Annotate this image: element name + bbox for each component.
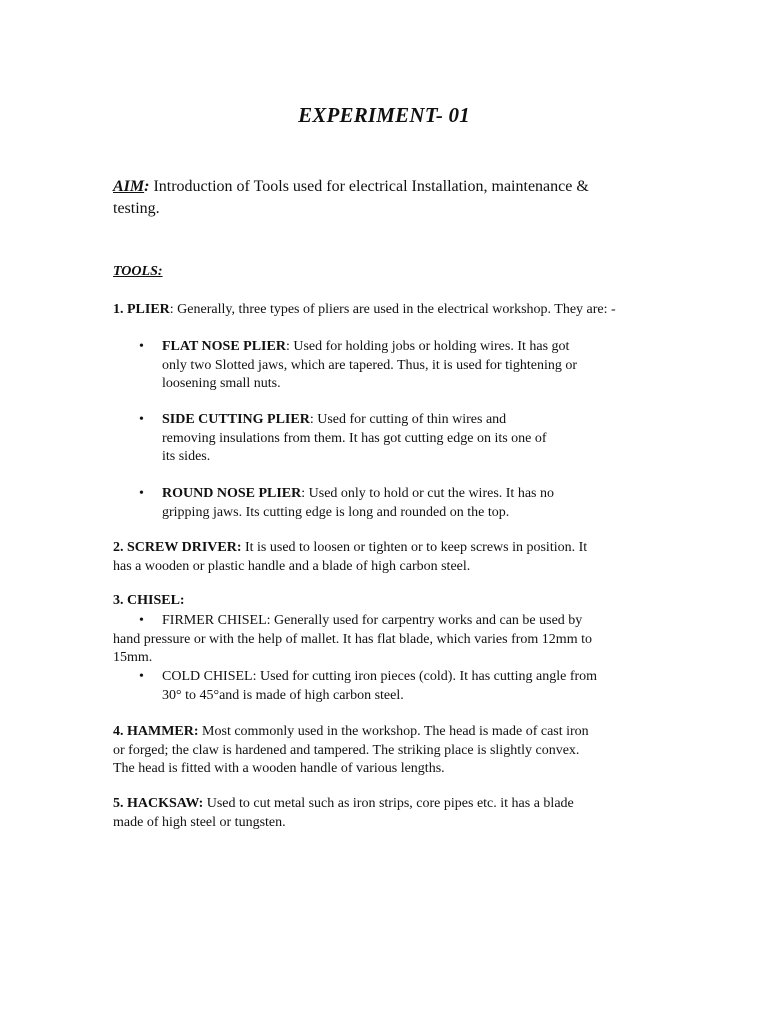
chisel-heading-block (113, 592, 185, 611)
side-cutting-plier-line2: removing insulations from them. It has got cutting edge on its one of (162, 430, 547, 446)
bullet-icon: • (139, 669, 144, 684)
round-nose-plier-line2: gripping jaws. Its cutting edge is long and rounded on the top. (162, 504, 510, 520)
hacksaw-paragraph (113, 795, 574, 832)
aim-label: AIM (113, 178, 145, 195)
plier-heading: 1. PLIER (113, 302, 170, 317)
screw-driver-heading: 2. SCREW DRIVER: (113, 540, 242, 555)
flat-nose-plier-line1: : Used for holding jobs or holding wires. It has got (285, 339, 570, 354)
firmer-chisel-line2: hand pressure or with the help of mallet. It has flat blade, which varies from 12mm to (113, 631, 592, 647)
screw-driver-line2: has a wooden or plastic handle and a blade of high carbon steel. (113, 558, 471, 574)
aim-text-line2: testing. (113, 200, 160, 217)
bullet-icon: • (139, 613, 144, 628)
screw-driver-paragraph (113, 539, 587, 576)
bullet-icon: • (139, 412, 144, 427)
cold-chisel-line1: COLD CHISEL: Used for cutting iron pieces (cold). It has cutting angle from (162, 669, 598, 684)
hacksaw-line2: made of high steel or tungsten. (113, 814, 286, 830)
side-cutting-plier-name: SIDE CUTTING PLIER (162, 412, 310, 427)
aim-paragraph (113, 176, 653, 220)
hacksaw-heading: 5. HACKSAW: (113, 796, 204, 811)
hammer-line1: Most commonly used in the workshop. The head is made of cast iron (198, 724, 589, 739)
page-title: EXPERIMENT- 01 (298, 103, 470, 127)
list-item-cold-chisel (162, 668, 597, 705)
side-cutting-plier-line3: its sides. (162, 449, 211, 464)
list-item-firmer-chisel (113, 612, 592, 668)
plier-intro (113, 301, 616, 320)
flat-nose-plier-name: FLAT NOSE PLIER (162, 339, 286, 354)
flat-nose-plier-line2: only two Slotted jaws, which are tapered. Thus, it is used for tightening or (162, 357, 578, 373)
cold-chisel-line2: 30° to 45°and is made of high carbon steel. (162, 687, 404, 703)
round-nose-plier-line1: : Used only to hold or cut the wires. It has no (301, 486, 554, 501)
flat-nose-plier-line3: loosening small nuts. (162, 376, 281, 391)
screw-driver-line1: It is used to loosen or tighten or to keep screws in position. It (241, 540, 588, 555)
bullet-icon: • (139, 339, 144, 354)
bullet-icon: • (139, 486, 144, 501)
firmer-chisel-line1: FIRMER CHISEL: Generally used for carpentry works and can be used by (162, 613, 583, 628)
chisel-heading: 3. CHISEL: (113, 593, 185, 608)
firmer-chisel-line3: 15mm. (113, 650, 153, 665)
aim-colon: : (144, 178, 150, 195)
hammer-line2: or forged; the claw is hardened and tampered. The striking place is slightly convex. (113, 742, 580, 758)
tools-heading: TOOLS: (113, 264, 163, 279)
side-cutting-plier-line1: : Used for cutting of thin wires and (309, 412, 507, 427)
aim-text-line1: Introduction of Tools used for electrical Installation, maintenance & (149, 178, 589, 195)
plier-intro-text: : Generally, three types of pliers are used in the electrical workshop. They are: - (169, 302, 616, 317)
round-nose-plier-name: ROUND NOSE PLIER (162, 486, 302, 501)
hammer-line3: The head is fitted with a wooden handle of various lengths. (113, 761, 445, 776)
hacksaw-line1: Used to cut metal such as iron strips, core pipes etc. it has a blade (203, 796, 574, 811)
hammer-heading: 4. HAMMER: (113, 724, 199, 739)
hammer-paragraph (113, 723, 589, 779)
